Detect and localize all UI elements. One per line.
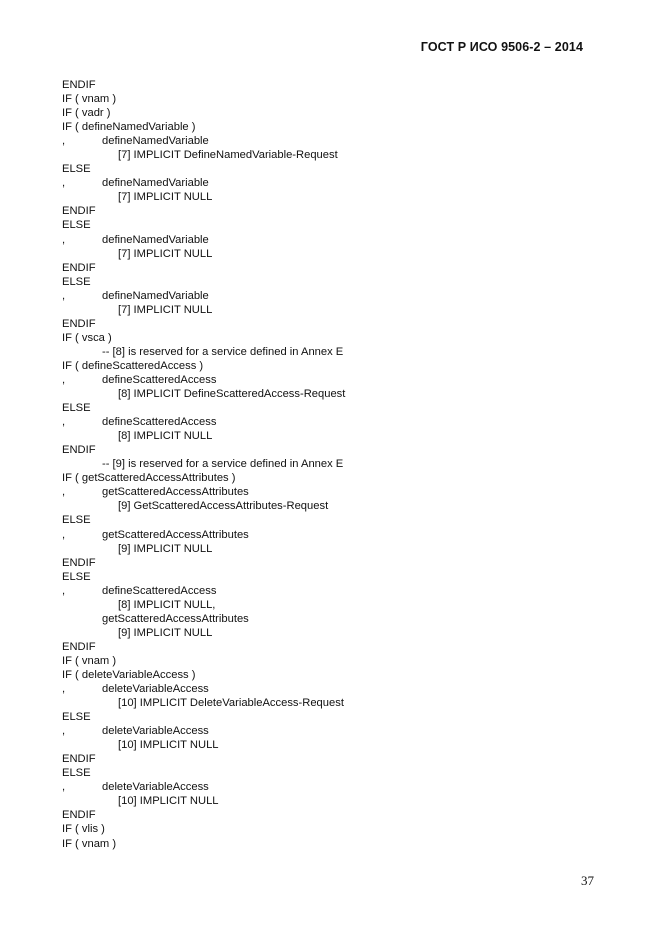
code-line — [62, 190, 602, 204]
code-line — [62, 303, 602, 317]
code-line — [62, 556, 602, 570]
code-line — [62, 710, 602, 724]
code-line — [62, 218, 602, 232]
code-line-comma: , — [62, 289, 66, 302]
code-line — [62, 570, 602, 584]
code-line — [62, 204, 602, 218]
code-line-text: ELSE — [62, 767, 91, 780]
code-line — [62, 598, 602, 612]
code-line — [62, 120, 602, 134]
code-line — [62, 331, 602, 345]
code-line-text: [9] IMPLICIT NULL — [118, 542, 213, 555]
code-line — [62, 106, 602, 120]
code-line-text: IF ( vsca ) — [62, 331, 112, 344]
code-line-text: [7] IMPLICIT NULL — [118, 303, 213, 316]
code-line — [62, 668, 602, 682]
code-line-text: IF ( vnam ) — [62, 837, 117, 850]
code-line — [62, 808, 602, 822]
code-line — [62, 696, 602, 710]
code-line-text: defineNamedVariable — [102, 289, 209, 302]
code-line-comma: , — [62, 373, 66, 386]
code-line — [62, 317, 602, 331]
code-line-text: IF ( defineNamedVariable ) — [62, 121, 196, 134]
code-line-text: ELSE — [62, 402, 91, 415]
code-line-text: ELSE — [62, 570, 91, 583]
code-line-text: ENDIF — [62, 809, 96, 822]
code-line-comma: , — [62, 781, 66, 794]
code-line — [62, 682, 602, 696]
code-line-text: [10] IMPLICIT NULL — [118, 739, 219, 752]
code-line — [62, 457, 602, 471]
code-line — [62, 387, 602, 401]
code-line — [62, 584, 602, 598]
code-line — [62, 724, 602, 738]
code-line-text: ELSE — [62, 514, 91, 527]
code-line-text: getScatteredAccessAttributes — [102, 528, 249, 541]
code-line — [62, 233, 602, 247]
code-line — [62, 794, 602, 808]
code-line-text: [10] IMPLICIT NULL — [118, 795, 219, 808]
code-line-text: ELSE — [62, 219, 91, 232]
code-line-text: IF ( vnam ) — [62, 654, 117, 667]
code-line — [62, 373, 602, 387]
code-line-text: [7] IMPLICIT NULL — [118, 247, 213, 260]
code-line — [62, 752, 602, 766]
code-line-text: defineScatteredAccess — [102, 416, 217, 429]
code-line-text: IF ( getScatteredAccessAttributes ) — [62, 472, 236, 485]
code-line-text: ENDIF — [62, 444, 96, 457]
code-line — [62, 499, 602, 513]
code-line-comma: , — [62, 528, 66, 541]
code-line-text: ENDIF — [62, 79, 96, 91]
code-line-text: defineScatteredAccess — [102, 584, 217, 597]
code-line — [62, 261, 602, 275]
code-line — [62, 471, 602, 485]
code-line-comma: , — [62, 584, 66, 597]
code-line-text: ENDIF — [62, 205, 96, 218]
code-line — [62, 247, 602, 261]
code-line — [62, 359, 602, 373]
code-line-comma: , — [62, 177, 66, 190]
code-line-text: ELSE — [62, 275, 91, 288]
code-line-text: ENDIF — [62, 753, 96, 766]
code-line-text: defineNamedVariable — [102, 233, 209, 246]
code-line-text: -- [8] is reserved for a service defined in Annex E — [102, 345, 344, 358]
code-line-text: IF ( defineScatteredAccess ) — [62, 359, 204, 372]
code-line — [62, 275, 602, 289]
code-line-text: defineNamedVariable — [102, 177, 209, 190]
code-line-text: getScatteredAccessAttributes — [102, 612, 249, 625]
code-line — [62, 640, 602, 654]
code-line-comma: , — [62, 135, 66, 148]
code-line-text: ENDIF — [62, 261, 96, 274]
code-line-text: [9] IMPLICIT NULL — [118, 626, 213, 639]
code-line-text: deleteVariableAccess — [102, 725, 209, 738]
code-line-text: deleteVariableAccess — [102, 683, 209, 696]
code-line-text: defineNamedVariable — [102, 135, 209, 148]
code-line — [62, 612, 602, 626]
code-line — [62, 134, 602, 148]
code-line-text: getScatteredAccessAttributes — [102, 486, 249, 499]
code-line-text: [8] IMPLICIT NULL, — [118, 598, 216, 611]
code-line — [62, 780, 602, 794]
code-line-text: deleteVariableAccess — [102, 781, 209, 794]
code-line — [62, 162, 602, 176]
code-line-text: -- [9] is reserved for a service defined in Annex E — [102, 458, 344, 471]
code-line — [62, 429, 602, 443]
code-line-text: ELSE — [62, 163, 91, 176]
code-line-text: IF ( vadr ) — [62, 107, 111, 120]
code-line-text: IF ( deleteVariableAccess ) — [62, 668, 196, 681]
code-line — [62, 513, 602, 527]
code-line — [62, 528, 602, 542]
code-line-text: IF ( vnam ) — [62, 93, 117, 106]
code-line-text: ENDIF — [62, 640, 96, 653]
code-line-comma: , — [62, 233, 66, 246]
code-line — [62, 738, 602, 752]
code-line — [62, 289, 602, 303]
code-line-text: defineScatteredAccess — [102, 373, 217, 386]
code-line — [62, 654, 602, 668]
code-line-text: ELSE — [62, 711, 91, 724]
code-line — [62, 415, 602, 429]
code-line-text: ENDIF — [62, 556, 96, 569]
code-line — [62, 176, 602, 190]
code-line-text: [7] IMPLICIT DefineNamedVariable-Request — [118, 149, 338, 162]
code-line — [62, 78, 602, 92]
code-line-text: [8] IMPLICIT NULL — [118, 430, 213, 443]
code-line-text: [7] IMPLICIT NULL — [118, 191, 213, 204]
code-line — [62, 822, 602, 836]
code-line-text: [9] GetScatteredAccessAttributes-Request — [118, 500, 329, 513]
code-line-comma: , — [62, 725, 66, 738]
code-line — [62, 92, 602, 106]
code-line — [62, 626, 602, 640]
code-line — [62, 485, 602, 499]
code-line-comma: , — [62, 486, 66, 499]
code-line — [62, 766, 602, 780]
page-number: 37 — [581, 873, 594, 888]
code-line — [62, 401, 602, 415]
document-header: ГОСТ Р ИСО 9506-2 – 2014 — [420, 40, 583, 54]
code-line-text: ENDIF — [62, 317, 96, 330]
code-line — [62, 148, 602, 162]
code-line-text: IF ( vlis ) — [62, 823, 105, 836]
code-line-text: [8] IMPLICIT DefineScatteredAccess-Request — [118, 388, 346, 401]
code-line — [62, 443, 602, 457]
code-line-text: [10] IMPLICIT DeleteVariableAccess-Request — [118, 697, 344, 710]
code-line — [62, 837, 602, 851]
code-line-comma: , — [62, 683, 66, 696]
code-line — [62, 345, 602, 359]
code-listing — [62, 78, 602, 851]
code-line-comma: , — [62, 416, 66, 429]
code-line — [62, 542, 602, 556]
